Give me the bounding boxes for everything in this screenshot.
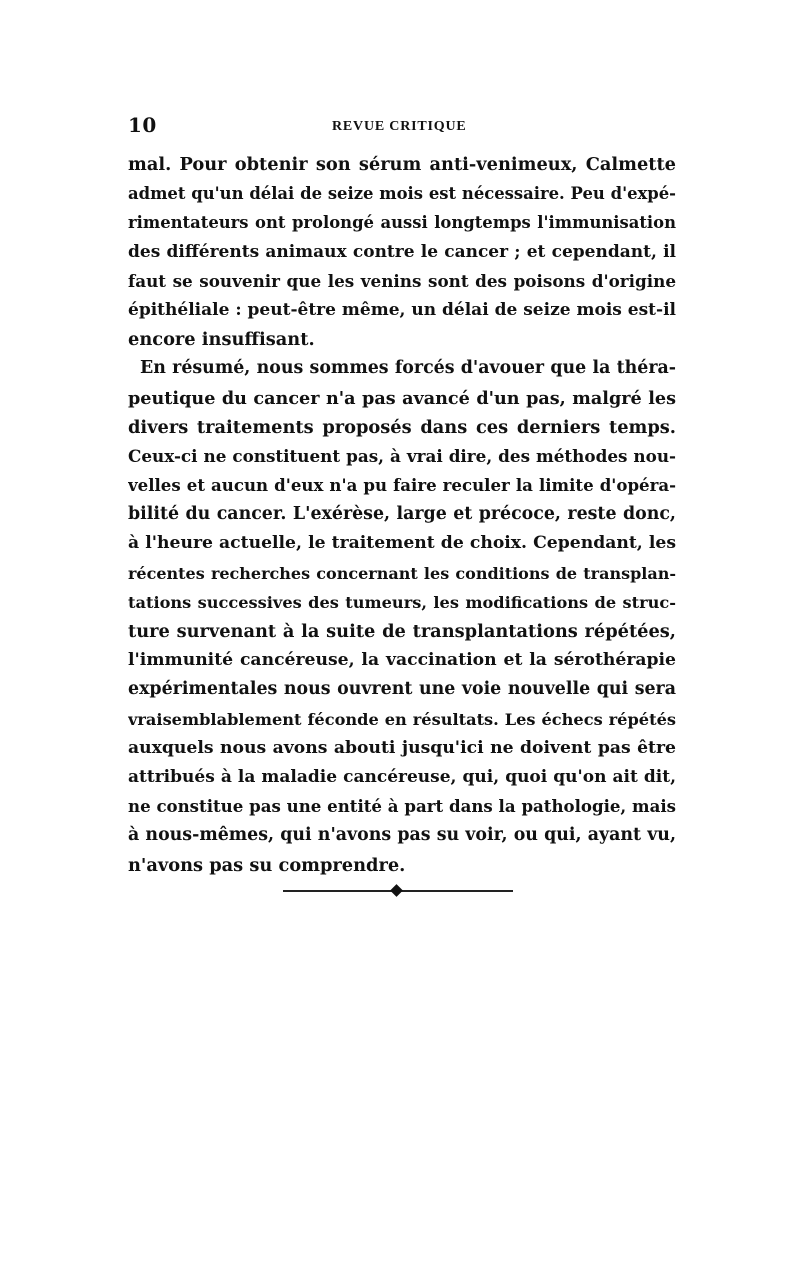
text-line: peutique du cancer n'a pas avancé d'un pas, malgré les	[128, 387, 676, 409]
text-line: bilité du cancer. L'exérèse, large et précoce, reste donc,	[128, 504, 676, 525]
text-line: à l'heure actuelle, le traitement de choix. Cependant, les	[128, 533, 676, 554]
text-line: rimentateurs ont prolongé aussi longtemps l'immunisation	[128, 213, 676, 233]
text-line: épithéliale : peut-être même, un délai de seize mois est-il	[128, 299, 676, 320]
text-line: encore insuffisant.	[128, 329, 315, 351]
text-line: l'immunité cancéreuse, la vaccination et la sérothérapie	[128, 650, 676, 671]
text-line: expérimentales nous ouvrent une voie nouvelle qui sera	[128, 679, 676, 700]
text-line: tations successives des tumeurs, les modifications de struc-	[128, 592, 676, 612]
text-line: vraisemblablement féconde en résultats. Les échecs répétés	[128, 709, 676, 729]
paragraph-2	[128, 354, 676, 879]
text-line: n'avons pas su comprendre.	[128, 854, 406, 876]
text-line: faut se souvenir que les venins sont des poisons d'origine	[128, 270, 676, 291]
text-line: Ceux-ci ne constituent pas, à vrai dire, des méthodes nou-	[128, 445, 676, 466]
page-number: 10	[128, 113, 157, 137]
running-title: REVUE CRITIQUE	[332, 119, 467, 134]
text-line: récentes recherches concernant les conditions de transplan-	[128, 563, 676, 583]
text-line: auxquels nous avons abouti jusqu'ici ne doivent pas être	[128, 737, 676, 758]
text-line: admet qu'un délai de seize mois est nécessaire. Peu d'expé-	[128, 184, 676, 204]
text-line: attribués à la maladie cancéreuse, qui, quoi qu'on ait dit,	[128, 766, 676, 787]
running-head	[128, 113, 676, 139]
text-line: ture survenant à la suite de transplantations répétées,	[128, 621, 676, 642]
text-line: velles et aucun d'eux n'a pu faire reculer la limite d'opéra-	[128, 475, 676, 496]
text-line: En résumé, nous sommes forcés d'avouer que la théra-	[140, 358, 676, 379]
paragraph-1	[128, 150, 676, 354]
text-line: ne constitue pas une entité à part dans la pathologie, mais	[128, 796, 676, 817]
diamond-icon	[390, 884, 403, 897]
end-ornament	[283, 879, 513, 903]
text-line: divers traitements proposés dans ces derniers temps.	[128, 416, 676, 438]
text-line: à nous-mêmes, qui n'avons pas su voir, ou qui, ayant vu,	[128, 825, 676, 846]
text-line: des différents animaux contre le cancer ; et cependant, il	[128, 241, 676, 262]
text-line: mal. Pour obtenir son sérum anti-venimeux, Calmette	[128, 154, 676, 175]
body-text	[128, 150, 676, 880]
